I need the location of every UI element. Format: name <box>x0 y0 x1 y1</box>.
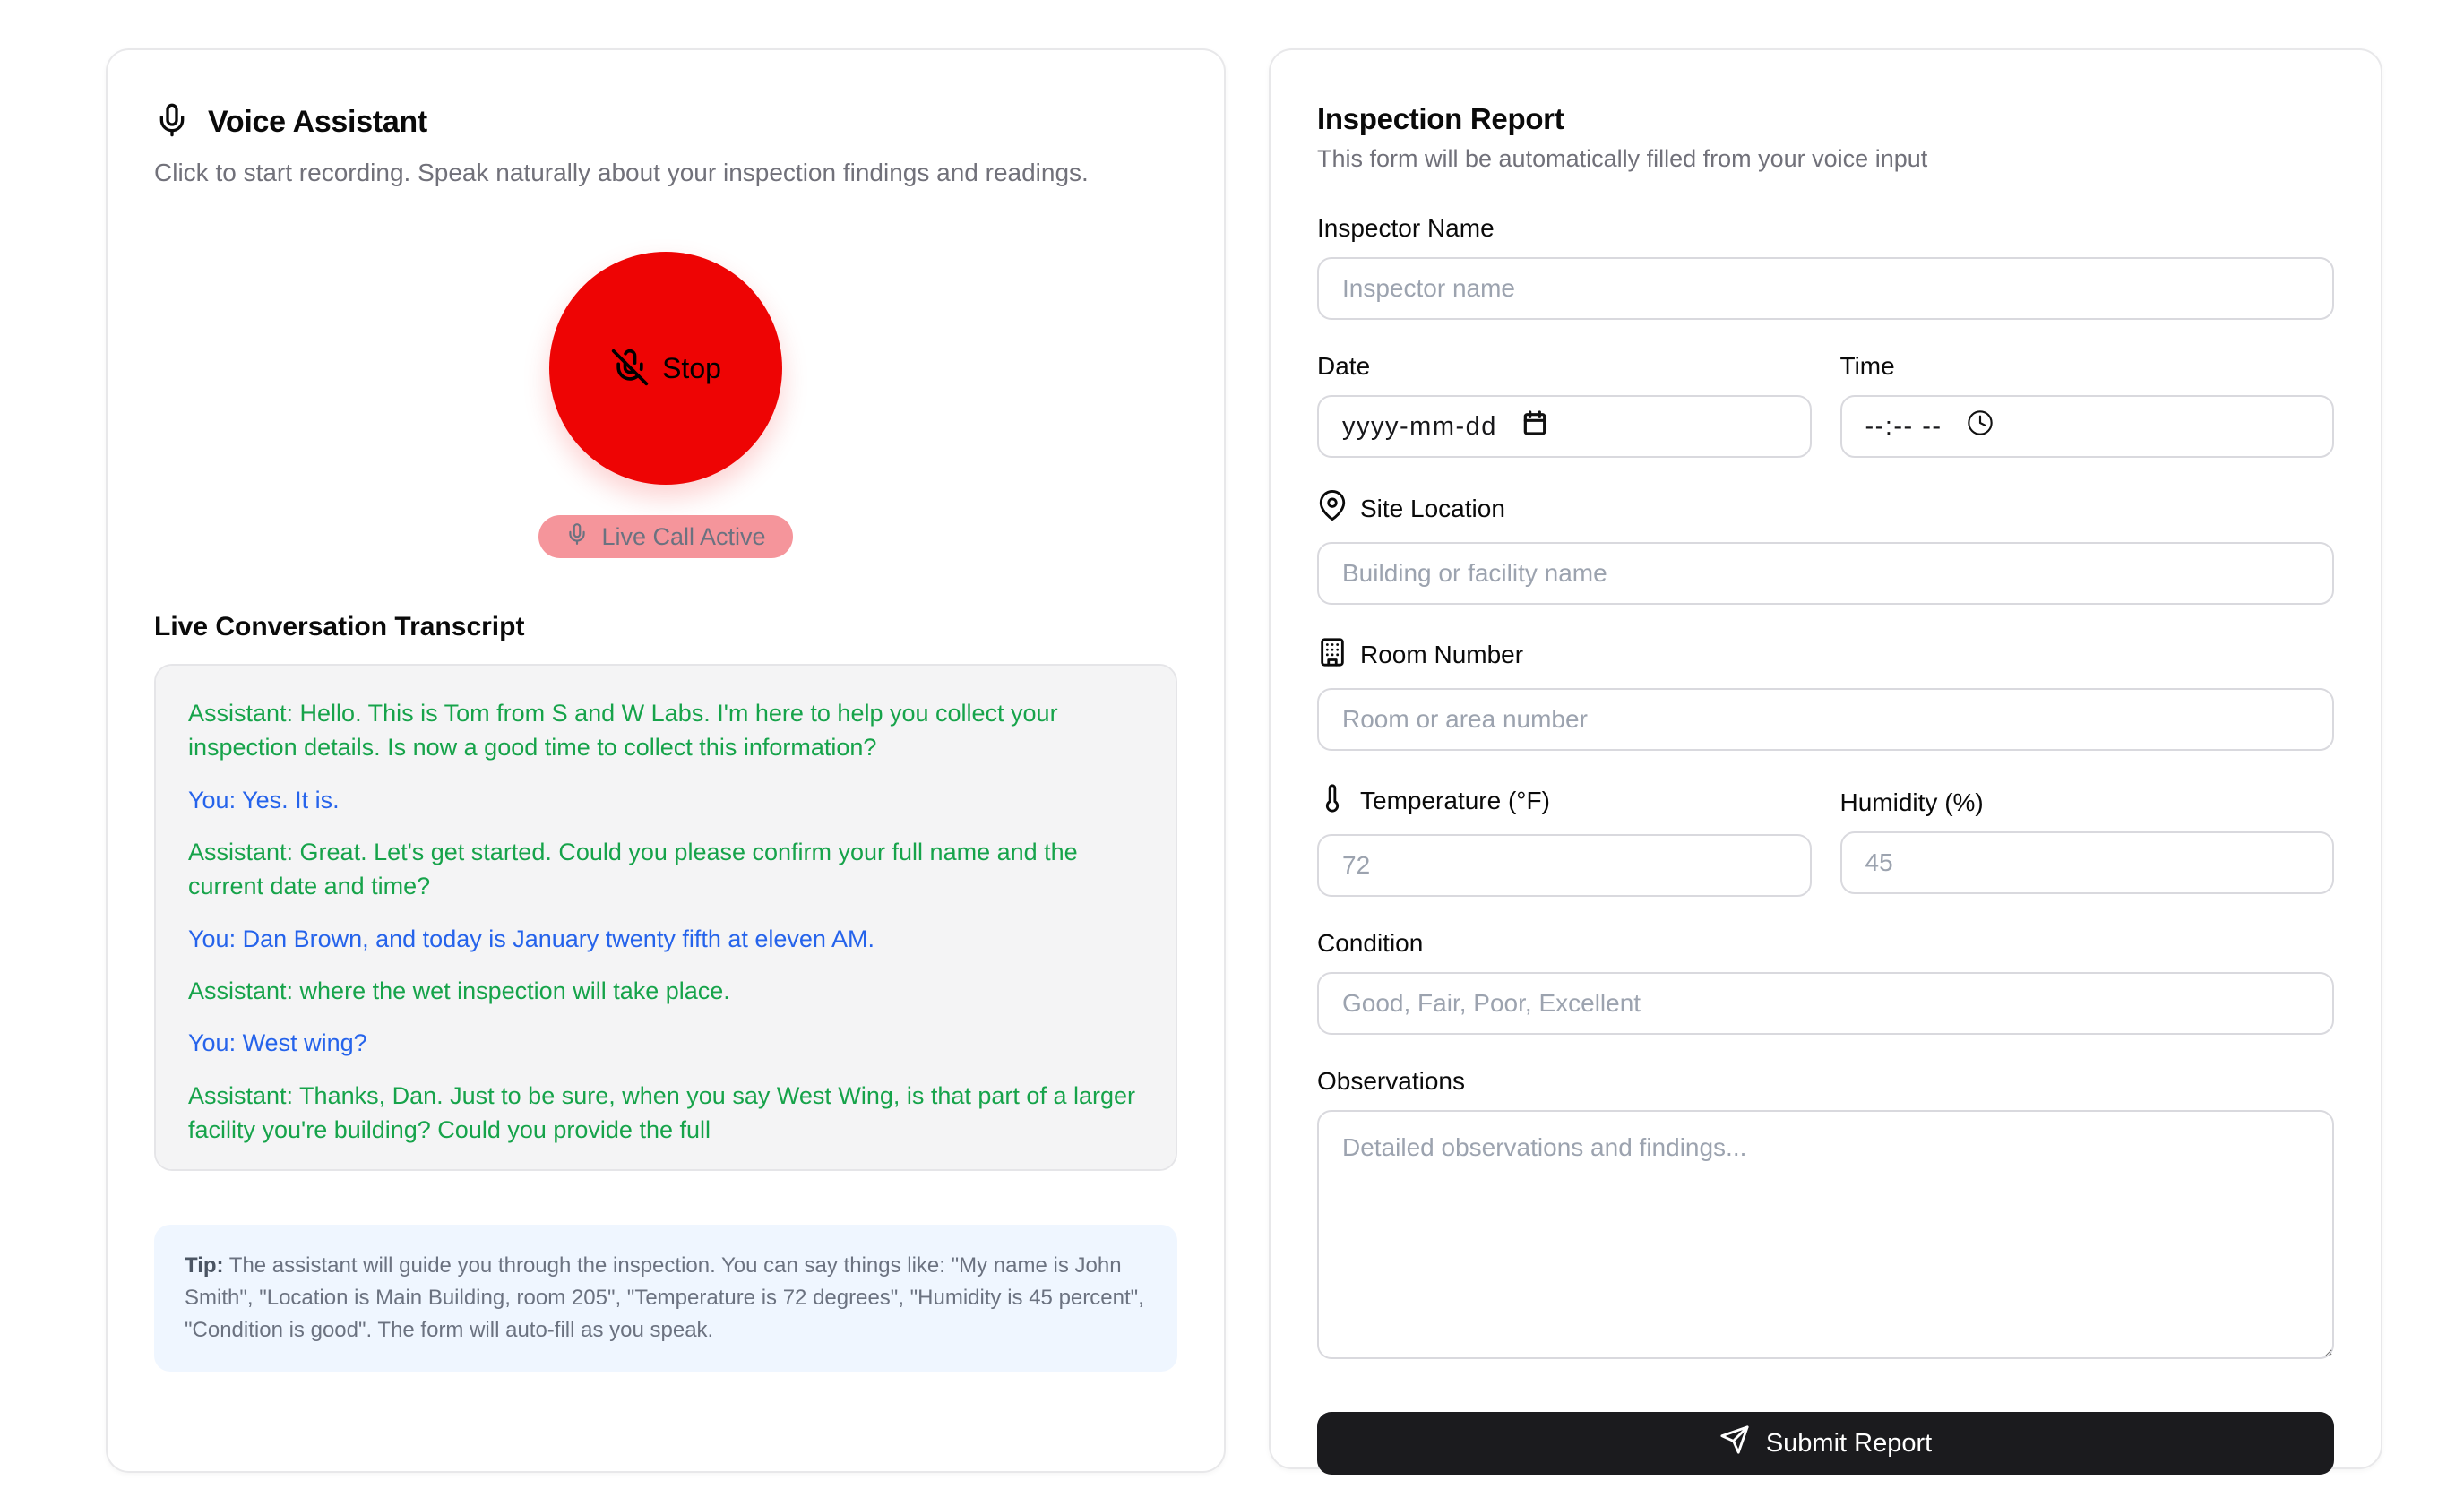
transcript-message: Assistant: where the wet inspection will take place. <box>188 977 730 1004</box>
room-number-input[interactable] <box>1317 688 2334 751</box>
submit-report-button[interactable] <box>1317 1412 2334 1475</box>
time-label: Time <box>1839 352 1895 381</box>
transcript-message: Assistant: Great. Let's get started. Could you please confirm your full name and the current date and time? <box>188 838 1078 900</box>
temperature-input[interactable] <box>1317 834 1812 897</box>
voice-panel-header <box>154 102 1177 142</box>
live-call-status-badge <box>538 515 792 558</box>
mic-small-icon <box>565 522 589 552</box>
date-label: Date <box>1317 352 1371 381</box>
clock-icon[interactable] <box>1966 409 1994 444</box>
room-number-label: Room Number <box>1360 641 1524 669</box>
transcript-message: You: West wing? <box>188 1029 367 1057</box>
transcript-box[interactable] <box>154 664 1177 1171</box>
humidity-field-group <box>1840 783 2335 897</box>
site-location-field-group <box>1317 490 2334 604</box>
site-location-label-row <box>1317 490 2334 527</box>
observations-textarea[interactable] <box>1317 1110 2334 1359</box>
inspection-report-panel <box>1269 48 2382 1469</box>
submit-report-label: Submit Report <box>1765 1428 1933 1458</box>
tip-label: Tip: <box>185 1253 224 1278</box>
inspector-name-field-group <box>1317 214 2334 320</box>
site-location-input[interactable] <box>1317 542 2334 605</box>
condition-field-group <box>1317 929 2334 1035</box>
voice-assistant-panel <box>106 48 1226 1473</box>
temperature-humidity-row <box>1317 783 2334 897</box>
live-call-status-label: Live Call Active <box>601 522 766 550</box>
room-number-label-row <box>1317 637 2334 674</box>
date-input[interactable] <box>1317 395 1812 458</box>
thermometer-icon <box>1317 783 1348 820</box>
microphone-icon <box>154 102 190 142</box>
date-field-group <box>1317 352 1812 458</box>
time-field-group <box>1840 352 2335 458</box>
mic-off-icon <box>610 348 650 390</box>
map-pin-icon <box>1317 490 1348 527</box>
transcript-message: Assistant: Thanks, Dan. Just to be sure, when you say West Wing, is that part of a larger facility you're building? Could you provide the full <box>188 1081 1135 1143</box>
stop-button-label: Stop <box>662 351 721 384</box>
calendar-icon[interactable] <box>1521 409 1549 444</box>
date-value: yyyy-mm-dd <box>1342 411 1497 441</box>
inspector-name-label: Inspector Name <box>1317 214 1495 242</box>
room-number-field-group <box>1317 637 2334 751</box>
observations-field-group <box>1317 1067 2334 1364</box>
form-subtitle: This form will be automatically filled from your voice input <box>1317 145 1928 172</box>
time-input[interactable] <box>1840 395 2335 458</box>
mic-zone <box>154 187 1177 558</box>
temperature-field-group <box>1317 783 1812 897</box>
temperature-label-row <box>1317 783 1812 820</box>
transcript-title: Live Conversation Transcript <box>154 612 525 641</box>
tip-text: The assistant will guide you through the inspection. You can say things like: "My name is John Smith", "Location is Main Building, room 205", "Temperature is 72 degrees", "Humidity is 45 percent", "Condition is good". The form will auto-fill as you speak. <box>185 1253 1144 1342</box>
humidity-label: Humidity (%) <box>1839 788 1984 816</box>
temperature-label: Temperature (°F) <box>1360 787 1550 815</box>
voice-panel-title: Voice Assistant <box>208 105 427 139</box>
condition-input[interactable] <box>1317 972 2334 1035</box>
date-time-row <box>1317 352 2334 458</box>
stop-recording-button[interactable] <box>549 252 782 485</box>
building-icon <box>1317 637 1348 674</box>
observations-label: Observations <box>1317 1067 1465 1096</box>
transcript-message: You: Yes. It is. <box>188 786 340 813</box>
voice-panel-subtitle: Click to start recording. Speak naturally about your inspection findings and readings. <box>154 159 1089 186</box>
transcript-message: Assistant: Hello. This is Tom from S and W Labs. I'm here to help you collect your inspection details. Is now a good time to collect this information? <box>188 700 1058 762</box>
transcript-message: You: Dan Brown, and today is January twenty fifth at eleven AM. <box>188 925 874 952</box>
form-title: Inspection Report <box>1317 102 1564 135</box>
site-location-label: Site Location <box>1360 494 1505 522</box>
tip-box <box>154 1225 1177 1372</box>
send-icon <box>1719 1424 1750 1462</box>
condition-label: Condition <box>1317 928 1424 957</box>
time-value: --:-- -- <box>1865 411 1943 441</box>
humidity-input[interactable] <box>1840 831 2335 894</box>
inspector-name-input[interactable] <box>1317 257 2334 320</box>
